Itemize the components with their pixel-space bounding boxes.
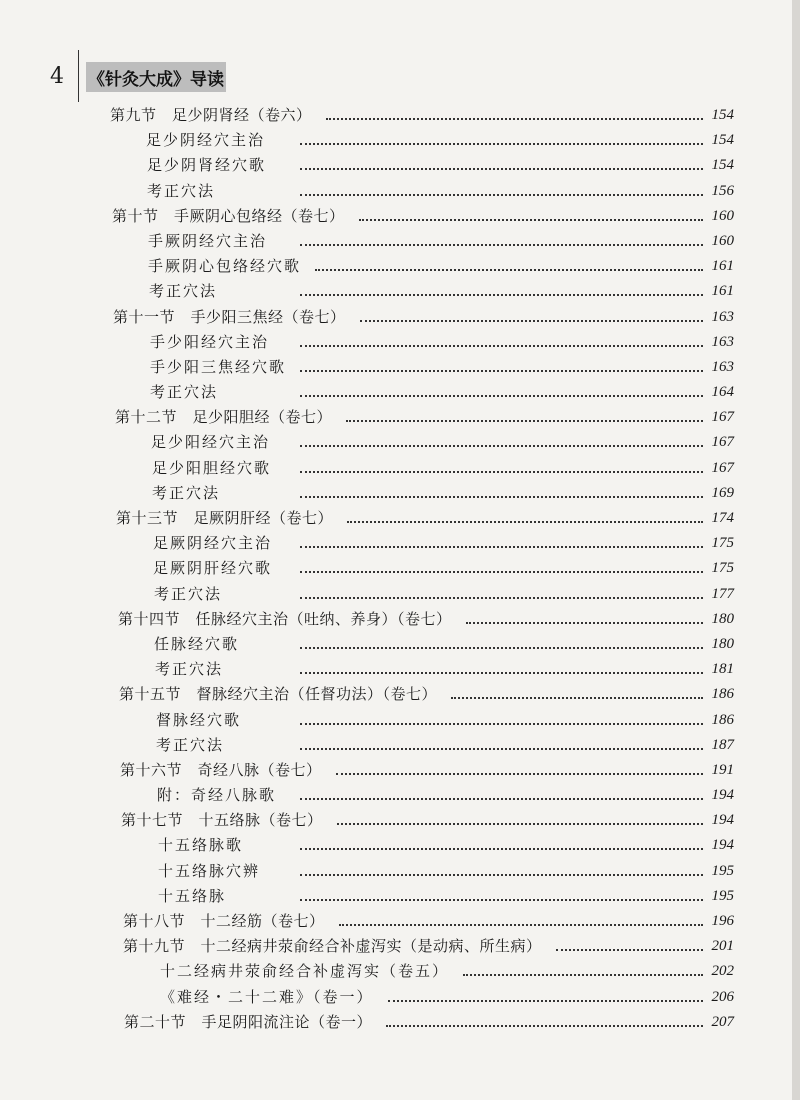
- toc-subsection-label: 足少阴经穴主治: [146, 131, 266, 150]
- toc-page-number: 180: [711, 635, 734, 652]
- toc-leader-dots: [347, 520, 703, 523]
- toc-leader-dots: [339, 923, 703, 926]
- toc-leader-dots: [300, 847, 703, 850]
- toc-page-number: 195: [711, 887, 734, 904]
- toc-leader-dots: [300, 344, 703, 347]
- toc-subsection-label: 足厥阴肝经穴歌: [153, 559, 273, 578]
- toc-page-number: 186: [711, 686, 734, 703]
- toc-page-number: 164: [711, 384, 734, 401]
- toc-page-number: 195: [711, 862, 734, 879]
- toc-leader-dots: [300, 596, 703, 599]
- toc-subsection-label: 考正穴法: [152, 483, 221, 502]
- toc-entry: [0, 531, 800, 556]
- toc-entry: [0, 708, 800, 733]
- toc-leader-dots: [451, 696, 703, 699]
- toc-page-number: 194: [711, 787, 734, 804]
- toc-leader-dots: [300, 142, 703, 145]
- toc-section-label: 第二十节 手足阴阳流注论（卷一）: [124, 1012, 373, 1031]
- toc-leader-dots: [300, 570, 703, 573]
- toc-entry: [0, 153, 800, 178]
- toc-page-number: 160: [711, 207, 734, 224]
- toc-subsection-label: 《难经・二十二难》（卷一）: [160, 987, 374, 1006]
- toc-page-number: 196: [711, 913, 734, 929]
- toc-leader-dots: [466, 621, 703, 624]
- toc-subsection-label: 考正穴法: [147, 181, 216, 200]
- toc-subsection-label: 考正穴法: [155, 660, 224, 679]
- toc-page-number: 167: [711, 409, 734, 426]
- toc-leader-dots: [463, 973, 703, 976]
- toc-page-number: 169: [711, 484, 734, 501]
- toc-entry: [0, 179, 800, 204]
- toc-page-number: 161: [711, 283, 734, 300]
- toc-entry: [0, 456, 800, 481]
- toc-leader-dots: [300, 193, 703, 196]
- toc-entry: [0, 556, 800, 581]
- toc-entry: [0, 808, 800, 833]
- toc-entry: [0, 859, 800, 884]
- toc-leader-dots: [386, 1024, 703, 1027]
- toc-page-number: 154: [711, 132, 734, 149]
- toc-leader-dots: [300, 167, 703, 170]
- toc-section-label: 第十节 手厥阴心包络经（卷七）: [112, 206, 345, 225]
- toc-leader-dots: [337, 822, 703, 825]
- toc-entry: [0, 607, 800, 632]
- toc-entry: [0, 657, 800, 682]
- toc-entry: [0, 934, 800, 959]
- toc-entry: [0, 380, 800, 405]
- toc-page-number: 174: [711, 510, 734, 526]
- toc-entry: [0, 229, 800, 254]
- toc-leader-dots: [300, 243, 703, 246]
- toc-leader-dots: [300, 747, 703, 750]
- toc-page-number: 191: [711, 761, 734, 778]
- toc-leader-dots: [300, 797, 703, 800]
- toc-entry: [0, 430, 800, 455]
- toc-leader-dots: [300, 293, 703, 296]
- toc-subsection-label: 任脉经穴歌: [154, 634, 240, 653]
- toc-entry: [0, 204, 800, 229]
- toc-entry: [0, 330, 800, 355]
- toc-subsection-label: 考正穴法: [150, 383, 219, 402]
- toc-subsection-label: 考正穴法: [149, 282, 218, 301]
- toc-page-number: 154: [711, 107, 734, 123]
- toc-page-number: 194: [711, 812, 734, 829]
- toc-leader-dots: [315, 268, 703, 271]
- toc-leader-dots: [300, 873, 703, 876]
- toc-entry: [0, 128, 800, 153]
- toc-subsection-label: 手少阳经穴主治: [150, 332, 270, 351]
- toc-leader-dots: [300, 495, 703, 498]
- toc-entry: [0, 355, 800, 380]
- toc-section-label: 第十九节 十二经病井荥俞经合补虚泻实（是动病、所生病）: [123, 937, 542, 956]
- toc-subsection-label: 十五络脉: [158, 886, 227, 905]
- toc-section-label: 第十一节 手少阳三焦经（卷七）: [113, 307, 346, 326]
- toc-leader-dots: [300, 722, 703, 725]
- toc-leader-dots: [556, 948, 703, 951]
- toc-entry: [0, 884, 800, 909]
- toc-entry: [0, 959, 800, 984]
- toc-leader-dots: [359, 218, 703, 221]
- toc-entry: [0, 833, 800, 858]
- toc-page-number: 206: [711, 988, 734, 1005]
- page-edge-shadow: [792, 0, 800, 1100]
- toc-section-label: 第十六节 奇经八脉（卷七）: [120, 760, 322, 779]
- toc-subsection-label: 附：奇经八脉歌: [157, 786, 277, 805]
- toc-page-number: 194: [711, 837, 734, 854]
- toc-leader-dots: [300, 470, 703, 473]
- toc-subsection-label: 督脉经穴歌: [156, 710, 242, 729]
- toc-subsection-label: 十二经病井荥俞经合补虚泻实（卷五）: [160, 962, 450, 981]
- toc-page-number: 163: [711, 333, 734, 350]
- toc-leader-dots: [300, 671, 703, 674]
- toc-entry: [0, 733, 800, 758]
- toc-page-number: 186: [711, 711, 734, 728]
- toc-subsection-label: 考正穴法: [154, 584, 223, 603]
- toc-entry: [0, 1010, 800, 1035]
- toc-leader-dots: [300, 545, 703, 548]
- toc-page-number: 163: [711, 358, 734, 375]
- page-header: [0, 0, 800, 110]
- toc-section-label: 第十五节 督脉经穴主治（任督功法）（卷七）: [119, 685, 438, 704]
- table-of-contents: [0, 103, 800, 1035]
- toc-leader-dots: [326, 117, 703, 120]
- toc-leader-dots: [300, 444, 703, 447]
- toc-page-number: 154: [711, 157, 734, 174]
- toc-subsection-label: 考正穴法: [156, 735, 225, 754]
- toc-leader-dots: [346, 419, 703, 422]
- toc-entry: [0, 254, 800, 279]
- toc-entry: [0, 405, 800, 430]
- toc-entry: [0, 758, 800, 783]
- toc-leader-dots: [300, 646, 703, 649]
- toc-page-number: 207: [711, 1013, 734, 1030]
- toc-page-number: 175: [711, 535, 734, 552]
- book-title: 《针灸大成》导读: [86, 62, 226, 92]
- toc-section-label: 第十八节 十二经筋（卷七）: [123, 912, 325, 930]
- toc-entry: [0, 279, 800, 304]
- toc-section-label: 第十三节 足厥阴肝经（卷七）: [116, 509, 334, 527]
- toc-section-label: 第十四节 任脉经穴主治（吐纳、养身）（卷七）: [118, 609, 452, 628]
- toc-page-number: 201: [711, 938, 734, 955]
- toc-leader-dots: [360, 319, 703, 322]
- page-number: 4: [50, 64, 64, 89]
- toc-leader-dots: [300, 898, 703, 901]
- toc-entry: [0, 985, 800, 1010]
- toc-subsection-label: 足少阳胆经穴歌: [152, 458, 272, 477]
- toc-leader-dots: [388, 999, 703, 1002]
- toc-subsection-label: 足厥阴经穴主治: [153, 534, 273, 553]
- toc-page-number: 160: [711, 232, 734, 249]
- toc-entry: [0, 682, 800, 707]
- toc-page-number: 161: [711, 258, 734, 275]
- toc-entry: [0, 305, 800, 330]
- toc-page-number: 175: [711, 560, 734, 577]
- toc-subsection-label: 足少阴肾经穴歌: [147, 156, 267, 175]
- toc-entry: [0, 783, 800, 808]
- toc-section-label: 第十二节 足少阳胆经（卷七）: [115, 408, 333, 427]
- toc-page-number: 167: [711, 459, 734, 476]
- toc-subsection-label: 手厥阴心包络经穴歌: [148, 257, 302, 276]
- toc-entry: [0, 582, 800, 607]
- toc-entry: [0, 632, 800, 657]
- toc-entry: [0, 909, 800, 934]
- toc-section-label: 第九节 足少阴肾经（卷六）: [110, 106, 312, 124]
- toc-page-number: 177: [711, 585, 734, 602]
- toc-section-label: 第十七节 十五络脉（卷七）: [121, 811, 323, 830]
- toc-leader-dots: [300, 394, 703, 397]
- toc-page-number: 180: [711, 610, 734, 627]
- toc-leader-dots: [300, 369, 703, 372]
- toc-page-number: 163: [711, 308, 734, 325]
- toc-entry: [0, 103, 800, 128]
- toc-page-number: 156: [711, 182, 734, 199]
- toc-subsection-label: 十五络脉穴辨: [158, 861, 261, 880]
- toc-subsection-label: 十五络脉歌: [158, 836, 244, 855]
- toc-leader-dots: [336, 772, 703, 775]
- toc-subsection-label: 手少阳三焦经穴歌: [150, 357, 287, 376]
- toc-subsection-label: 足少阳经穴主治: [151, 433, 271, 452]
- toc-entry: [0, 481, 800, 506]
- toc-subsection-label: 手厥阴经穴主治: [148, 231, 268, 250]
- toc-page-number: 202: [711, 963, 734, 980]
- toc-entry: [0, 506, 800, 531]
- toc-page-number: 187: [711, 736, 734, 753]
- header-divider: [78, 50, 79, 102]
- toc-page-number: 167: [711, 434, 734, 451]
- toc-page-number: 181: [711, 661, 734, 678]
